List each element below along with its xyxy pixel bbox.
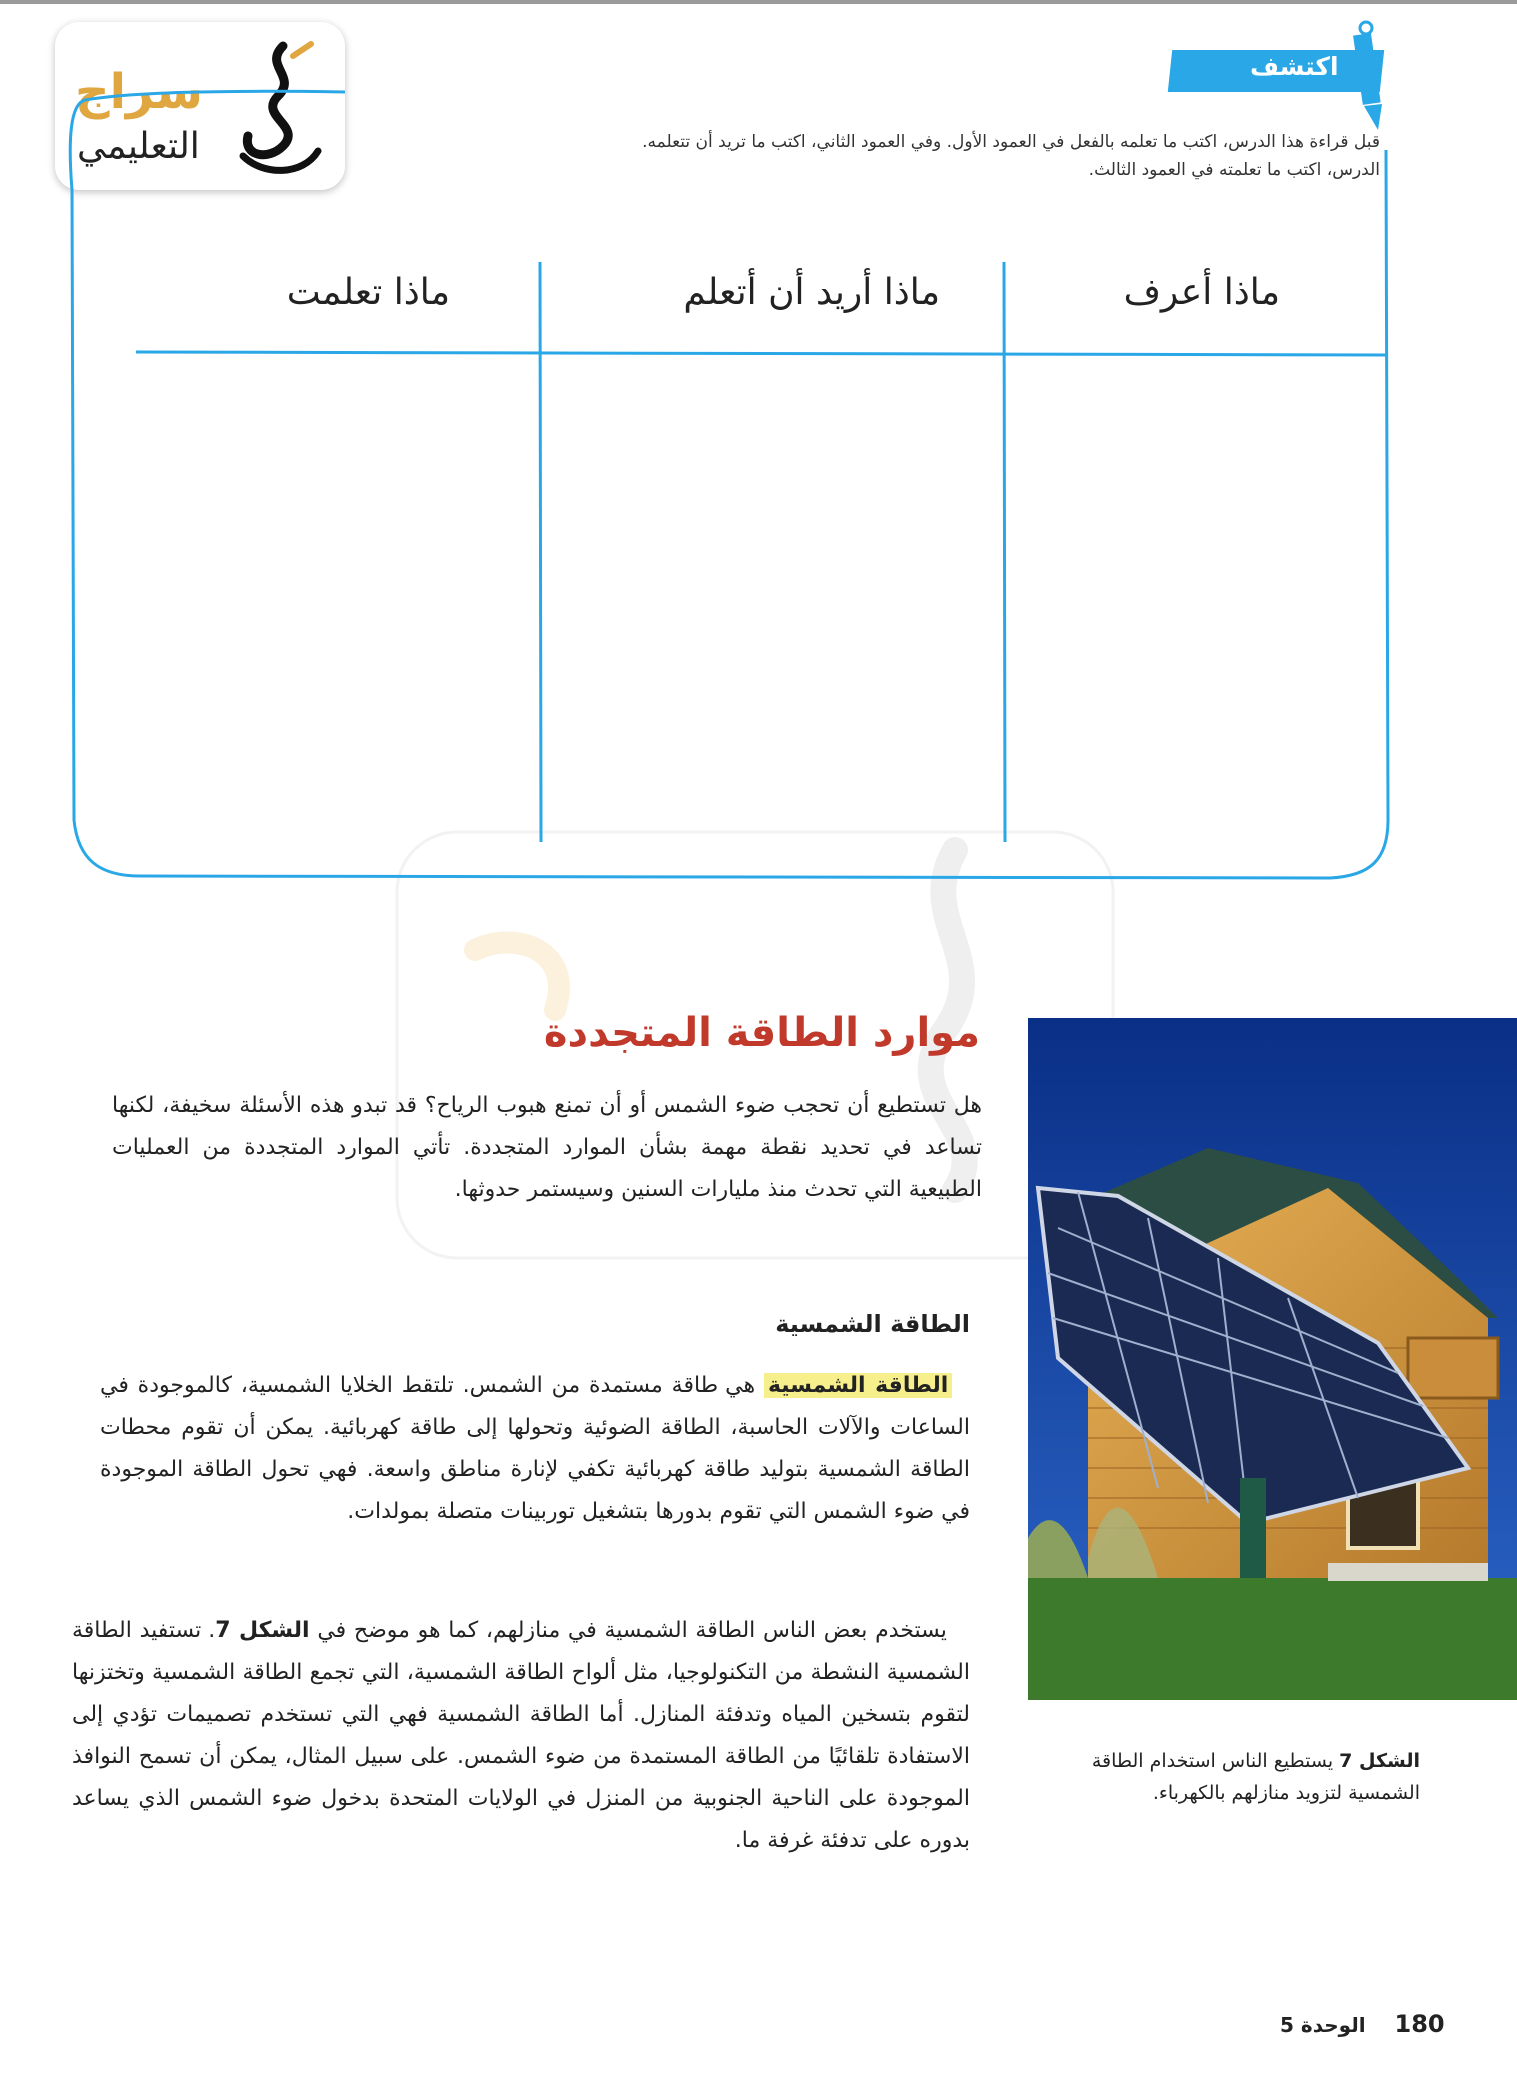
figure-caption — [1035, 1745, 1420, 1809]
page-number: 180 — [1394, 2010, 1445, 2038]
page-title: موارد الطاقة المتجددة — [543, 1010, 980, 1056]
solar-paragraph-2-text: . تستفيد الطاقة الشمسية النشطة من التكنولوجيا، مثل ألواح الطاقة الشمسية، التي تجمع الطاقة الشمسية وتختزنها لتقوم بتسخين المياه وتدفئة المنازل. أما الطاقة الشمسية فهي التي تستخدم تصميمات تؤدي إلى الاستفادة تلقائيًا من الطاقة المستمدة من ضوء الشمس. على سبيل المثال، يمكن أن تسمح النوافذ الموجودة على الناحية الجنوبية من المنزل في الولايات المتحدة بدخول ضوء الشمس الذي يساعد بدوره على تدفئة غرفة ما. — [72, 1618, 970, 1853]
solar-heading: الطاقة الشمسية — [775, 1310, 970, 1338]
kwl-header-want: ماذا أريد أن أتعلم — [683, 272, 940, 313]
intro-text: هل تستطيع أن تحجب ضوء الشمس أو أن تمنع هبوب الرياح؟ قد تبدو هذه الأسئلة سخيفة، لكنها تساعد في تحديد نقطة مهمة بشأن الموارد المتجددة. تأتي الموارد المتجددة من العمليات الطبيعية التي تحدث منذ مليارات السنين وسيستمر حدوثها. — [112, 1093, 982, 1202]
explore-label: اكتشف — [1250, 52, 1339, 81]
kwl-header-know: ماذا أعرف — [1123, 272, 1280, 313]
logo-word-educational: التعليمي — [77, 126, 200, 167]
page-footer — [1280, 2010, 1445, 2038]
instruction-line-2: الدرس، اكتب ما تعلمته في العمود الثالث. — [1088, 160, 1380, 180]
kwl-header-learned: ماذا تعلمت — [286, 272, 450, 313]
figure-caption-text: يستطيع الناس استخدام الطاقة الشمسية لتزويد منازلهم بالكهرباء. — [1091, 1750, 1420, 1804]
solar-paragraph-2 — [72, 1610, 970, 1862]
highlighted-term: الطاقة الشمسية — [764, 1373, 952, 1398]
kwl-table-frame — [0, 0, 1517, 900]
figure-label: الشكل 7 — [1339, 1750, 1420, 1772]
logo-word-siraj: سراج — [75, 64, 204, 120]
solar-paragraph-1-text: هي طاقة مستمدة من الشمس. تلتقط الخلايا الشمسية، كالموجودة في الساعات والآلات الحاسبة، الطاقة الضوئية وتحولها إلى طاقة كهربائية. يمكن أن تقوم محطات الطاقة الشمسية بتوليد طاقة كهربائية تكفي لإنارة مناطق واسعة. فهي تحول الطاقة الموجودة في ضوء الشمس التي تقوم بدورها بتشغيل توربينات متصلة بمولدات. — [100, 1373, 970, 1524]
intro-paragraph — [112, 1085, 982, 1211]
unit-label: الوحدة 5 — [1280, 2013, 1366, 2037]
solar-paragraph-1 — [100, 1365, 970, 1533]
figure-reference: الشكل 7 — [215, 1618, 310, 1643]
solar-paragraph-2-start: يستخدم بعض الناس الطاقة الشمسية في منازلهم، كما هو موضح في — [317, 1618, 947, 1643]
instruction-line-1: قبل قراءة هذا الدرس، اكتب ما تعلمه بالفعل في العمود الأول. وفي العمود الثاني، اكتب ما تريد أن تتعلمه. — [642, 132, 1380, 152]
solar-house-photo — [1028, 1018, 1517, 1700]
